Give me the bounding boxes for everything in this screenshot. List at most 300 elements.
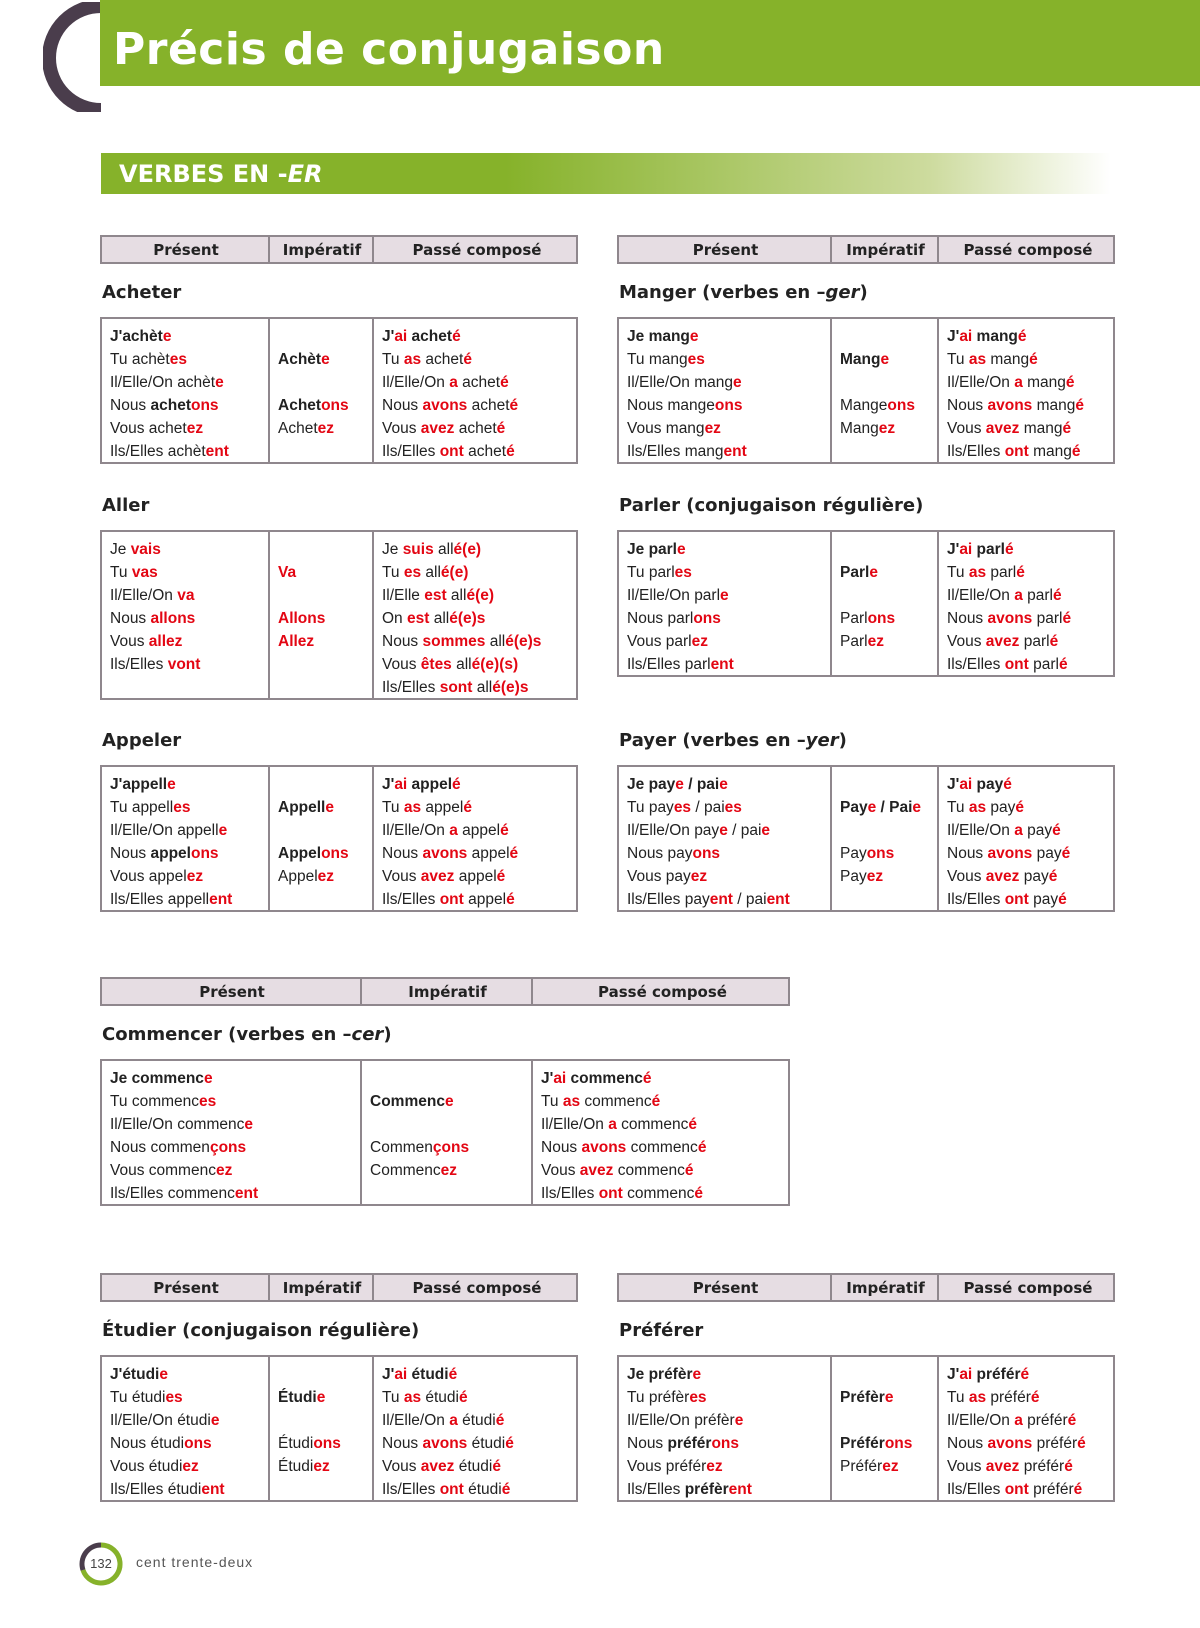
conjugation-segment: avons — [422, 1435, 468, 1452]
conjugation-segment: Mang — [840, 420, 879, 437]
conjugation-line — [840, 865, 937, 888]
passe-compose-column — [372, 319, 578, 462]
conjugation-segment: ont — [1004, 891, 1029, 908]
conjugation-segment: Il/Elle/On — [947, 587, 1015, 604]
conjugation-segment: Vous — [382, 420, 421, 437]
conjugation-block — [617, 683, 1115, 912]
conjugation-line — [947, 561, 1115, 584]
conjugation-segment: Étudi — [278, 1389, 317, 1406]
conjugation-segment: ent — [205, 443, 229, 460]
conjugation-segment: es — [403, 564, 422, 581]
conjugation-segment: avez — [420, 420, 455, 437]
conjugation-segment: / pai — [691, 799, 725, 816]
verb-name-text: Préférer — [619, 1320, 704, 1341]
conjugation-line — [627, 1432, 832, 1455]
conjugation-segment: J' — [110, 776, 123, 793]
conjugation-line — [382, 538, 578, 561]
conjugation-grid — [100, 317, 578, 464]
conjugation-segment: ons — [693, 610, 721, 627]
conjugation-segment: J' — [947, 1366, 960, 1383]
conjugation-line — [947, 630, 1115, 653]
conjugation-segment: é — [1075, 397, 1085, 414]
conjugation-segment: é — [1061, 845, 1071, 862]
conjugation-line — [840, 773, 937, 796]
conjugation-segment: Ils/Elles — [947, 1481, 1005, 1498]
passe-compose-column — [937, 532, 1115, 675]
conjugation-line — [541, 1090, 790, 1113]
conjugation-line — [840, 796, 937, 819]
conjugation-segment: Vous appel — [110, 868, 187, 885]
conjugation-line — [947, 842, 1115, 865]
verb-name-suffix: yer — [805, 730, 839, 751]
conjugation-segment: parl — [1032, 610, 1063, 627]
conjugation-segment: J' — [382, 1366, 395, 1383]
conjugation-segment: Ils/Elles — [382, 443, 440, 460]
conjugation-segment: préfér — [986, 1389, 1031, 1406]
conjugation-segment: é — [501, 1481, 511, 1498]
conjugation-segment: préfér — [1022, 1412, 1068, 1429]
conjugation-segment: avez — [985, 420, 1020, 437]
conjugation-segment: e — [689, 328, 699, 345]
conjugation-line — [278, 607, 372, 630]
conjugation-segment: achet — [454, 420, 497, 437]
conjugation-line — [278, 1386, 372, 1409]
conjugation-line — [627, 1478, 832, 1501]
conjugation-segment: e — [884, 1389, 894, 1406]
conjugation-line — [627, 865, 832, 888]
conjugation-segment: Pay — [840, 799, 868, 816]
conjugation-segment: ez — [867, 633, 884, 650]
conjugation-segment: ez — [866, 868, 884, 885]
present-column — [619, 532, 832, 675]
conjugation-line — [278, 1455, 372, 1478]
conjugation-segment: préfér — [667, 1435, 712, 1452]
conjugation-segment: commenc — [566, 1070, 643, 1087]
verb-name — [102, 495, 149, 516]
conjugation-segment: pay — [986, 799, 1016, 816]
conjugation-line — [278, 1409, 372, 1432]
conjugation-line — [840, 348, 937, 371]
conjugation-segment: all — [421, 564, 441, 581]
conjugation-segment: avez — [985, 1458, 1020, 1475]
conjugation-segment: Ils/Elles étudi — [110, 1481, 202, 1498]
conjugation-segment: commenc — [626, 1139, 698, 1156]
conjugation-line — [840, 630, 937, 653]
conjugation-segment: ons — [313, 1435, 341, 1452]
conjugation-segment: ai — [959, 776, 973, 793]
conjugation-segment: as — [562, 1093, 581, 1110]
conjugation-segment: Appell — [278, 799, 326, 816]
conjugation-segment: Il/Elle/On — [382, 374, 450, 391]
conjugation-segment: as — [403, 1389, 422, 1406]
conjugation-segment: Ils/Elles — [382, 679, 440, 696]
conjugation-line — [840, 584, 937, 607]
conjugation-segment: / — [683, 776, 697, 793]
conjugation-segment: é — [463, 799, 472, 816]
conjugation-line — [627, 1409, 832, 1432]
conjugation-segment: est — [424, 587, 447, 604]
conjugation-line — [947, 394, 1115, 417]
conjugation-segment: e — [719, 822, 728, 839]
conjugation-line — [947, 1363, 1115, 1386]
conjugation-segment: parl — [986, 564, 1017, 581]
conjugation-segment: achet — [457, 374, 501, 391]
conjugation-line — [947, 888, 1115, 911]
verb-name-text: Étudier (conjugaison régulière) — [102, 1320, 420, 1341]
conjugation-line — [278, 1432, 372, 1455]
conjugation-segment: Tu — [110, 564, 132, 581]
conjugation-line — [278, 371, 372, 394]
conjugation-line — [110, 417, 270, 440]
conjugation-segment: Mange — [840, 397, 888, 414]
conjugation-segment: Nous parl — [627, 610, 694, 627]
conjugation-segment: all — [485, 633, 506, 650]
conjugation-segment: é — [500, 822, 509, 839]
conjugation-segment: as — [403, 799, 422, 816]
conjugation-block — [617, 448, 1115, 677]
conjugation-segment: é — [1062, 610, 1072, 627]
conjugation-segment: e — [159, 1366, 168, 1383]
conjugation-line — [278, 538, 372, 561]
conjugation-segment: a — [449, 822, 458, 839]
conjugation-segment: appell — [122, 776, 168, 793]
conjugation-segment: é — [1067, 1412, 1077, 1429]
conjugation-line — [382, 325, 578, 348]
conjugation-segment: é — [688, 1116, 697, 1133]
conjugation-segment: Vous — [382, 656, 421, 673]
conjugation-segment: Ils/Elles — [382, 1481, 440, 1498]
conjugation-line — [382, 796, 578, 819]
conjugation-line — [278, 394, 372, 417]
imperative-column — [830, 1357, 937, 1500]
conjugation-line — [110, 1432, 270, 1455]
conjugation-segment: Il/Elle/On — [947, 1412, 1015, 1429]
conjugation-segment: e — [732, 374, 742, 391]
conjugation-line — [382, 1409, 578, 1432]
conjugation-segment: étudi — [407, 1366, 449, 1383]
conjugation-segment: e — [167, 776, 176, 793]
conjugation-line — [382, 653, 578, 676]
conjugation-line — [627, 653, 832, 676]
conjugation-segment: é — [1058, 891, 1067, 908]
conjugation-segment: e — [203, 1070, 213, 1087]
conjugation-line — [110, 1067, 362, 1090]
conjugation-segment: es — [173, 799, 191, 816]
table-header-row — [617, 235, 1115, 264]
conjugation-segment: achet — [421, 351, 464, 368]
conjugation-segment: ons — [441, 1139, 470, 1156]
conjugation-line — [382, 417, 578, 440]
conjugation-segment: ons — [218, 1139, 247, 1156]
conjugation-line — [840, 371, 937, 394]
conjugation-segment: é — [1020, 1366, 1030, 1383]
page-title: Précis de conjugaison — [113, 24, 665, 75]
conjugation-segment: Je — [627, 1366, 649, 1383]
conjugation-segment: étudi — [454, 1458, 493, 1475]
conjugation-segment: ez — [317, 420, 335, 437]
conjugation-segment: Allons — [278, 610, 326, 627]
conjugation-segment: préfèr — [684, 1481, 729, 1498]
conjugation-segment: ont — [1004, 1481, 1029, 1498]
conjugation-segment: avons — [422, 397, 468, 414]
conjugation-segment: e — [912, 799, 922, 816]
conjugation-segment: Il/Elle/On — [947, 374, 1015, 391]
conjugation-line — [947, 584, 1115, 607]
conjugation-segment: Nous — [541, 1139, 582, 1156]
conjugation-segment: é — [448, 1366, 458, 1383]
verb-name — [619, 730, 847, 751]
conjugation-line — [382, 842, 578, 865]
conjugation-segment: Parl — [840, 610, 868, 627]
conjugation-segment: Il/Elle/On achèt — [110, 374, 216, 391]
conjugation-line — [110, 1159, 362, 1182]
conjugation-segment: é — [651, 1093, 661, 1110]
conjugation-line — [110, 325, 270, 348]
conjugation-segment: ent — [201, 1481, 225, 1498]
conjugation-segment: é — [1048, 868, 1058, 885]
conjugation-segment: Nous — [627, 1435, 668, 1452]
conjugation-line — [110, 865, 270, 888]
conjugation-segment: é — [1052, 587, 1062, 604]
conjugation-line — [947, 865, 1115, 888]
conjugation-line — [370, 1159, 531, 1182]
conjugation-segment: es — [165, 1389, 183, 1406]
conjugation-segment: Vous — [947, 868, 986, 885]
conjugation-line — [278, 819, 372, 842]
conjugation-segment: étudi — [457, 1412, 496, 1429]
conjugation-segment: ai — [959, 1366, 973, 1383]
conjugation-segment: appel — [457, 822, 501, 839]
conjugation-line — [840, 888, 937, 911]
conjugation-segment: é — [642, 1070, 652, 1087]
conjugation-segment: va — [177, 587, 195, 604]
conjugation-segment: Nous — [382, 845, 423, 862]
conjugation-segment: avez — [985, 633, 1020, 650]
conjugation-segment: as — [968, 564, 987, 581]
conjugation-segment: pay — [972, 776, 1004, 793]
table-header-cell: Impératif — [360, 979, 533, 1004]
conjugation-segment: all — [446, 587, 467, 604]
conjugation-block — [100, 235, 578, 464]
conjugation-line — [110, 538, 270, 561]
imperative-column — [268, 767, 372, 910]
imperative-column — [268, 532, 372, 698]
conjugation-line — [110, 773, 270, 796]
conjugation-line — [278, 348, 372, 371]
conjugation-segment: e — [215, 374, 224, 391]
imperative-column — [268, 319, 372, 462]
section-title-prefix: VERBES EN - — [119, 160, 288, 188]
conjugation-segment: ons — [887, 397, 915, 414]
conjugation-segment: / — [876, 799, 890, 816]
conjugation-line — [541, 1182, 790, 1205]
conjugation-segment: achet — [467, 397, 510, 414]
conjugation-line — [278, 417, 372, 440]
conjugation-segment: Achet — [278, 397, 322, 414]
conjugation-segment: allons — [150, 610, 196, 627]
verb-name-suffix: ger — [825, 282, 860, 303]
conjugation-segment: Tu appell — [110, 799, 174, 816]
conjugation-grid — [617, 530, 1115, 677]
conjugation-line — [947, 796, 1115, 819]
conjugation-segment: e — [210, 1412, 220, 1429]
conjugation-segment: es — [689, 1389, 707, 1406]
conjugation-segment: pai — [696, 776, 720, 793]
conjugation-line — [947, 607, 1115, 630]
conjugation-segment: ons — [184, 1435, 212, 1452]
conjugation-line — [278, 1363, 372, 1386]
conjugation-segment: é — [1052, 822, 1061, 839]
conjugation-segment: é — [452, 328, 461, 345]
conjugation-line — [947, 417, 1115, 440]
conjugation-line — [382, 888, 578, 911]
conjugation-block — [617, 235, 1115, 464]
conjugation-segment: as — [968, 1389, 987, 1406]
conjugation-segment: Ils/Elles — [110, 656, 168, 673]
conjugation-segment: ent — [728, 1481, 752, 1498]
conjugation-segment: parl — [1019, 633, 1050, 650]
conjugation-segment: Ils/Elles achèt — [110, 443, 206, 460]
conjugation-segment: J' — [947, 541, 960, 558]
conjugation-line — [110, 1455, 270, 1478]
conjugation-segment: e — [869, 564, 878, 581]
table-header-cell: Présent — [692, 240, 759, 259]
conjugation-segment: ez — [882, 1458, 899, 1475]
conjugation-segment: commenc — [613, 1162, 685, 1179]
conjugation-line — [382, 394, 578, 417]
conjugation-segment: Vous pay — [627, 868, 691, 885]
conjugation-line — [627, 538, 832, 561]
conjugation-line — [840, 561, 937, 584]
conjugation-segment: achèt — [122, 328, 163, 345]
conjugation-segment: Nous commen — [110, 1139, 210, 1156]
conjugation-line — [110, 630, 270, 653]
conjugation-segment: J' — [541, 1070, 554, 1087]
table-header-cell: Passé composé — [937, 1275, 1117, 1300]
conjugation-segment: Vous — [947, 633, 986, 650]
conjugation-line — [947, 1432, 1115, 1455]
conjugation-line — [627, 325, 832, 348]
conjugation-segment: ez — [691, 633, 709, 650]
conjugation-block — [100, 1273, 578, 1502]
conjugation-segment: es — [199, 1093, 217, 1110]
conjugation-segment: mang — [1032, 397, 1076, 414]
conjugation-segment: Parl — [840, 564, 870, 581]
conjugation-segment: Je — [110, 1070, 132, 1087]
conjugation-segment: ai — [394, 328, 408, 345]
conjugation-segment: Il/Elle/On — [541, 1116, 609, 1133]
conjugation-segment: Ils/Elles commenc — [110, 1185, 235, 1202]
conjugation-segment: é — [1064, 1458, 1073, 1475]
conjugation-segment: e — [244, 1116, 254, 1133]
conjugation-segment: ai — [394, 1366, 408, 1383]
conjugation-segment: commenc — [616, 1116, 689, 1133]
conjugation-segment: all — [451, 656, 472, 673]
passe-compose-column — [372, 767, 578, 910]
conjugation-grid — [617, 765, 1115, 912]
conjugation-block — [100, 448, 578, 700]
conjugation-segment: Vous achet — [110, 420, 187, 437]
conjugation-line — [382, 561, 578, 584]
conjugation-segment: Mang — [840, 351, 881, 368]
verb-name — [102, 1024, 392, 1045]
conjugation-segment: Tu — [947, 799, 969, 816]
table-header-cell: Présent — [153, 240, 219, 259]
conjugation-segment: Préfér — [840, 1435, 885, 1452]
conjugation-segment: Je — [382, 541, 403, 558]
conjugation-segment: ez — [704, 420, 721, 437]
conjugation-line — [840, 1455, 937, 1478]
conjugation-segment: Tu pay — [627, 799, 674, 816]
conjugation-line — [627, 348, 832, 371]
conjugation-segment: as — [968, 799, 987, 816]
conjugation-line — [278, 1478, 372, 1501]
present-column — [102, 1357, 270, 1500]
conjugation-segment: Il/Elle — [382, 587, 425, 604]
conjugation-line — [627, 584, 832, 607]
conjugation-segment: étudi — [122, 1366, 160, 1383]
passe-compose-column — [937, 319, 1115, 462]
conjugation-line — [382, 1363, 578, 1386]
conjugation-grid — [100, 1355, 578, 1502]
conjugation-line — [840, 394, 937, 417]
conjugation-segment: mang — [648, 328, 690, 345]
conjugation-segment: ez — [440, 1162, 458, 1179]
conjugation-segment: Commenc — [370, 1162, 441, 1179]
conjugation-segment: é(e)s — [449, 610, 486, 627]
conjugation-line — [627, 1363, 832, 1386]
conjugation-segment: a — [1014, 822, 1023, 839]
conjugation-segment: ont — [598, 1185, 623, 1202]
conjugation-segment: avons — [987, 1435, 1033, 1452]
conjugation-segment: ez — [182, 1458, 199, 1475]
conjugation-line — [840, 653, 937, 676]
section-title-suffix: ER — [287, 160, 323, 188]
conjugation-line — [627, 394, 832, 417]
conjugation-segment: é — [495, 1412, 505, 1429]
conjugation-segment: ent — [209, 891, 233, 908]
conjugation-block — [100, 977, 790, 1206]
conjugation-segment: Préfér — [840, 1458, 883, 1475]
conjugation-segment: Étudi — [278, 1458, 314, 1475]
table-header-cell: Impératif — [268, 237, 374, 262]
conjugation-segment: é — [1017, 328, 1027, 345]
conjugation-segment: é — [459, 1389, 468, 1406]
conjugation-line — [627, 773, 832, 796]
conjugation-segment: Nous — [382, 1435, 423, 1452]
conjugation-segment: Achet — [278, 420, 318, 437]
conjugation-segment: ez — [317, 868, 335, 885]
conjugation-segment: Ils/Elles parl — [627, 656, 711, 673]
conjugation-grid — [100, 530, 578, 700]
conjugation-segment: a — [449, 374, 458, 391]
conjugation-segment: é(e) — [466, 587, 495, 604]
conjugation-line — [541, 1136, 790, 1159]
conjugation-segment: e — [692, 1366, 702, 1383]
conjugation-segment: ons — [321, 845, 349, 862]
conjugation-segment: ez — [878, 420, 896, 437]
conjugation-block — [617, 1273, 1115, 1502]
conjugation-segment: e — [719, 776, 728, 793]
conjugation-segment: mang — [972, 328, 1018, 345]
conjugation-line — [278, 653, 372, 676]
conjugation-segment: parl — [1022, 587, 1053, 604]
present-column — [619, 1357, 832, 1500]
conjugation-segment: mang — [1019, 420, 1063, 437]
imperative-column — [268, 1357, 372, 1500]
conjugation-segment: Vous — [382, 868, 421, 885]
conjugation-segment: Il/Elle/On — [110, 587, 178, 604]
